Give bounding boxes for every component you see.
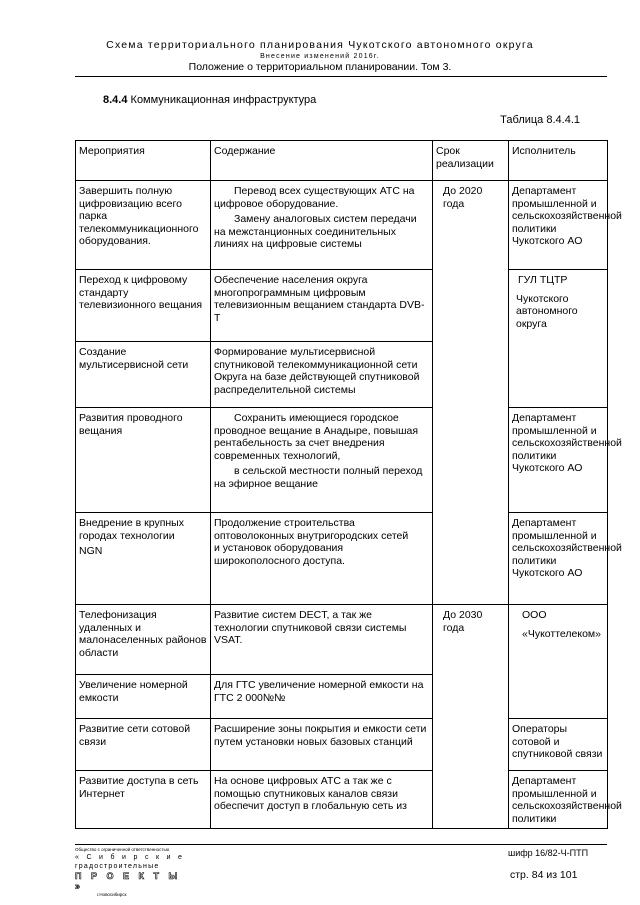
- header-content: Содержание: [211, 141, 433, 181]
- table-row: [76, 181, 608, 270]
- executor-line: «Чукоттелеком»: [522, 627, 601, 640]
- term-cell: До 2030 года: [433, 605, 509, 829]
- term-cell: До 2020 года: [433, 181, 509, 605]
- content-cell: Для ГТС увеличение номерной емкости на ГТС 2 000№№: [211, 675, 433, 719]
- measure-line: Внедрение в крупных городах технологии: [79, 517, 184, 542]
- content-paragraph: Перевод всех существующих АТС на цифровое оборудование.: [214, 185, 415, 210]
- executor-line: Чукотского автономного округа: [516, 292, 578, 330]
- table-caption: Таблица 8.4.4.1: [500, 114, 580, 126]
- table-row: [76, 513, 608, 605]
- document-header-revision: Внесение изменений 2016г.: [260, 53, 380, 60]
- footer-divider: [75, 844, 607, 845]
- document-header-volume: Положение о территориальном планировании. Том 3.: [188, 61, 452, 73]
- logo-word-1: « С и б и р с к и е: [75, 854, 185, 861]
- page-number: стр. 84 из 101: [510, 869, 578, 881]
- content-cell: Развитие систем DECT, а так же технологии спутниковой связи системы VSAT.: [211, 605, 433, 675]
- logo-word-2: градостроительные: [75, 863, 160, 870]
- measure-line: NGN: [79, 545, 103, 557]
- measure-cell: Завершить полную цифровизацию всего парка телекоммуникационного оборудования.: [76, 181, 211, 270]
- document-header-title: Схема территориального планирования Чукотского автономного округа: [106, 39, 534, 51]
- logo-city: г.Новосибирск: [97, 892, 127, 897]
- content-cell: [211, 408, 433, 513]
- company-logo: [75, 847, 185, 898]
- executor-cell: [509, 270, 608, 408]
- content-paragraph: Замену аналоговых систем передачи на межстанционных соединительных линиях на цифровые системы: [214, 213, 417, 250]
- header-term: Срок реализации: [433, 141, 509, 181]
- measure-cell: Развитие сети сотовой связи: [76, 719, 211, 771]
- content-cell: Расширение зоны покрытия и емкости сети путем установки новых базовых станций: [211, 719, 433, 771]
- header-executor: Исполнитель: [509, 141, 608, 181]
- measure-cell: Увеличение номерной емкости: [76, 675, 211, 719]
- measures-table: [75, 140, 622, 829]
- content-cell: Формирование мультисервисной спутниковой телекоммуникационной сети Округа на базе действующей спутниковой распределительной системы: [211, 342, 433, 408]
- table-row: [76, 408, 608, 513]
- content-paragraph: Продолжение строительства оптоволоконных внутригородских сетей: [214, 517, 409, 542]
- content-cell: На основе цифровых АТС а так же с помощью спутниковых каналов связи обеспечит доступ в глобальную сеть из: [211, 771, 433, 829]
- table-row: [76, 719, 608, 771]
- content-paragraph: и установок оборудования широкополосного доступа.: [214, 542, 345, 567]
- table-row: [76, 771, 608, 829]
- table-row: [76, 270, 608, 342]
- measure-cell: Развитие доступа в сеть Интернет: [76, 771, 211, 829]
- measure-cell: Создание мультисервисной сети: [76, 342, 211, 408]
- header-measures: Мероприятия: [76, 141, 211, 181]
- measure-cell: [76, 513, 211, 605]
- executor-cell: Департамент промышленной и сельскохозяйственной политики Чукотского АО: [509, 513, 608, 605]
- content-cell: [211, 181, 433, 270]
- document-cipher: шифр 16/82-Ч-ПТП: [508, 848, 589, 858]
- executor-line: ООО: [522, 609, 547, 621]
- header-divider: [75, 76, 607, 77]
- logo-small-text: Общество с ограниченной ответственностью: [75, 847, 170, 852]
- measure-cell: Телефонизация удаленных и малонаселенных районов области: [76, 605, 211, 675]
- section-number: 8.4.4: [103, 94, 128, 106]
- measure-cell: Переход к цифровому стандарту телевизионного вещания: [76, 270, 211, 342]
- executor-cell: Департамент промышленной и сельскохозяйственной политики Чукотского АО: [509, 408, 608, 513]
- executor-cell: Департамент промышленной и сельскохозяйственной политики: [509, 771, 608, 829]
- executor-cell: Департамент промышленной и сельскохозяйственной политики Чукотского АО: [509, 181, 608, 270]
- table-row: [76, 605, 608, 675]
- table-header-row: [76, 141, 608, 181]
- content-paragraph: Сохранить имеющиеся городское проводное вещание в Анадыре, повышая рентабельность за счет внедрения современных технологий,: [214, 412, 419, 462]
- logo-word-3: П Р О Е К Т Ы »: [75, 871, 181, 891]
- section-heading: [103, 94, 316, 106]
- content-cell: Обеспечение населения округа многопрограммным цифровым телевизионным вещанием стандарта DVB-T: [211, 270, 433, 342]
- content-cell: [211, 513, 433, 605]
- measure-cell: Развития проводного вещания: [76, 408, 211, 513]
- executor-cell: [509, 605, 608, 719]
- content-paragraph: в сельской местности полный переход на эфирное вещание: [214, 465, 423, 490]
- section-title: Коммуникационная инфраструктура: [130, 94, 317, 106]
- executor-cell: Операторы сотовой и спутниковой связи: [509, 719, 608, 771]
- executor-line: ГУЛ ТЦТР: [518, 274, 568, 286]
